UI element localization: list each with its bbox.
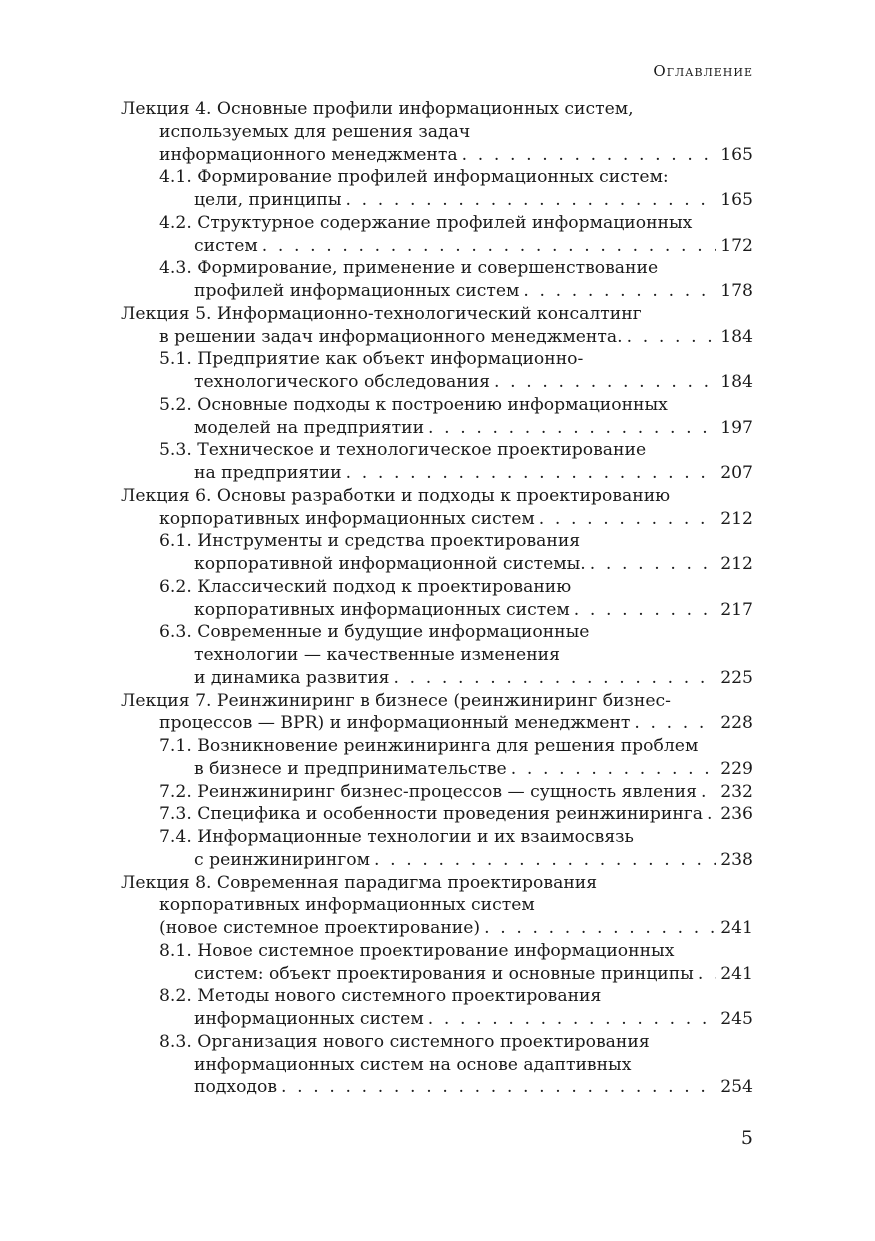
dot-leader bbox=[428, 417, 716, 440]
toc-entry-title: 4.1. Формирование профилей информационных систем: bbox=[159, 167, 669, 188]
toc-page-number: 254 bbox=[720, 1077, 753, 1098]
toc-page-number: 236 bbox=[720, 804, 753, 825]
dot-leader bbox=[511, 758, 716, 781]
toc-page-number: 229 bbox=[720, 758, 753, 779]
toc-chapter-entry[interactable] bbox=[121, 690, 753, 736]
dot-leader bbox=[428, 1008, 716, 1031]
toc-section-entry[interactable] bbox=[121, 735, 753, 781]
toc-section-entry[interactable] bbox=[121, 621, 753, 689]
toc-section-entry[interactable] bbox=[121, 576, 753, 622]
toc-entry-title: 4.2. Структурное содержание профилей информационных bbox=[159, 212, 693, 233]
toc-section-entry[interactable] bbox=[121, 394, 753, 440]
toc-page-number: 245 bbox=[720, 1009, 753, 1029]
toc-entry-title: корпоративной информационной системы. bbox=[194, 554, 586, 574]
toc-entry-title: Лекция 8. Современная парадигма проектирования bbox=[121, 872, 598, 893]
toc-entry-title: подходов bbox=[194, 1077, 278, 1098]
dot-leader bbox=[374, 849, 716, 872]
toc-entry-title: корпоративных информационных систем bbox=[159, 895, 535, 916]
toc-entry-title: процессов — BPR) и информационный менеджмент bbox=[159, 713, 631, 734]
toc-entry-title: технологии — качественные изменения bbox=[194, 645, 560, 665]
toc-entry-title: 6.2. Классический подход к проектированию bbox=[159, 576, 572, 597]
dot-leader bbox=[707, 803, 716, 826]
dot-leader bbox=[539, 508, 716, 531]
toc-chapter-entry[interactable] bbox=[121, 98, 753, 166]
toc-page-number: 228 bbox=[720, 713, 753, 734]
toc-entry-title: 5.3. Техническое и технологическое проектирование bbox=[159, 440, 647, 461]
toc-entry-title: Лекция 6. Основы разработки и подходы к проектированию bbox=[121, 485, 671, 506]
toc-entry-title: технологического обследования bbox=[194, 372, 490, 392]
toc-page-number: 172 bbox=[720, 235, 753, 256]
toc-entry-title: 6.1. Инструменты и средства проектирования bbox=[159, 531, 581, 552]
toc-entry-title: в решении задач информационного менеджмента. bbox=[159, 326, 623, 347]
running-header: Оглавление bbox=[653, 62, 753, 80]
toc-section-entry[interactable] bbox=[121, 1031, 753, 1099]
page-number: 5 bbox=[740, 1127, 753, 1149]
toc-page-number: 197 bbox=[720, 417, 753, 438]
toc-page-number: 165 bbox=[720, 144, 753, 165]
dot-leader bbox=[281, 1076, 716, 1099]
toc-section-entry[interactable] bbox=[121, 985, 753, 1031]
toc-page-number: 241 bbox=[720, 918, 753, 938]
toc-chapter-entry[interactable] bbox=[121, 872, 753, 940]
dot-leader bbox=[627, 326, 717, 349]
toc-entry-title: 7.2. Реинжиниринг бизнес-процессов — сущность явления bbox=[159, 781, 697, 802]
toc-section-entry[interactable] bbox=[121, 439, 753, 485]
toc-section-entry[interactable] bbox=[121, 257, 753, 303]
toc-entry-title: цели, принципы bbox=[194, 190, 342, 210]
dot-leader bbox=[346, 189, 717, 212]
toc-page-number: 217 bbox=[720, 599, 753, 620]
toc-section-entry[interactable] bbox=[121, 781, 753, 804]
toc-page-number: 178 bbox=[720, 281, 753, 301]
toc-page-number: 184 bbox=[720, 326, 753, 347]
toc-entry-title: Лекция 4. Основные профили информационных систем, bbox=[121, 99, 634, 119]
toc-entry-title: (новое системное проектирование) bbox=[159, 918, 481, 938]
dot-leader bbox=[634, 712, 716, 735]
toc-entry-title: на предприятии bbox=[194, 463, 342, 483]
dot-leader bbox=[698, 963, 716, 986]
toc-chapter-entry[interactable] bbox=[121, 485, 753, 531]
toc-entry-title: 8.3. Организация нового системного проектирования bbox=[159, 1031, 650, 1052]
toc-page-number: 241 bbox=[720, 963, 753, 984]
toc-entry-title: 8.1. Новое системное проектирование информационных bbox=[159, 940, 675, 961]
dot-leader bbox=[346, 462, 717, 485]
toc-entry-title: моделей на предприятии bbox=[194, 417, 425, 438]
toc-entry-title: и динамика развития bbox=[194, 667, 390, 688]
toc-entry-title: 7.3. Специфика и особенности проведения реинжиниринга bbox=[159, 804, 704, 825]
dot-leader bbox=[701, 781, 716, 804]
toc-entry-title: систем: объект проектирования и основные принципы bbox=[194, 963, 694, 984]
toc-entry-title: Лекция 5. Информационно-технологический консалтинг bbox=[121, 303, 642, 324]
dot-leader bbox=[462, 144, 717, 167]
toc-entry-title: в бизнесе и предпринимательстве bbox=[194, 758, 507, 779]
toc-page-number: 212 bbox=[720, 554, 753, 574]
table-of-contents bbox=[121, 98, 753, 1099]
toc-entry-title: с реинжинирингом bbox=[194, 849, 370, 870]
toc-section-entry[interactable] bbox=[121, 940, 753, 986]
dot-leader bbox=[262, 235, 716, 258]
toc-section-entry[interactable] bbox=[121, 826, 753, 872]
toc-entry-title: 8.2. Методы нового системного проектирования bbox=[159, 986, 602, 1007]
toc-page-number: 212 bbox=[720, 508, 753, 529]
toc-section-entry[interactable] bbox=[121, 530, 753, 576]
toc-entry-title: 4.3. Формирование, применение и совершенствование bbox=[159, 258, 659, 279]
toc-section-entry[interactable] bbox=[121, 166, 753, 212]
dot-leader bbox=[590, 553, 716, 576]
toc-section-entry[interactable] bbox=[121, 212, 753, 258]
toc-entry-title: корпоративных информационных систем bbox=[194, 599, 570, 620]
toc-entry-title: информационных систем bbox=[194, 1009, 424, 1029]
toc-entry-title: информационных систем на основе адаптивных bbox=[194, 1054, 632, 1075]
toc-entry-title: корпоративных информационных систем bbox=[159, 508, 535, 529]
dot-leader bbox=[484, 917, 716, 940]
dot-leader bbox=[394, 667, 717, 690]
toc-entry-title: 5.2. Основные подходы к построению информационных bbox=[159, 394, 668, 415]
toc-page-number: 225 bbox=[720, 667, 753, 688]
toc-section-entry[interactable] bbox=[121, 348, 753, 394]
toc-entry-title: систем bbox=[194, 235, 258, 256]
toc-entry-title: 7.1. Возникновение реинжиниринга для решения проблем bbox=[159, 736, 699, 756]
toc-entry-title: 5.1. Предприятие как объект информационно- bbox=[159, 349, 584, 370]
dot-leader bbox=[574, 599, 716, 622]
toc-page-number: 207 bbox=[720, 463, 753, 483]
toc-page-number: 165 bbox=[720, 190, 753, 210]
toc-entry-title: профилей информационных систем bbox=[194, 281, 520, 301]
toc-entry-title: 7.4. Информационные технологии и их взаимосвязь bbox=[159, 827, 634, 847]
toc-chapter-entry[interactable] bbox=[121, 303, 753, 349]
toc-page-number: 232 bbox=[720, 781, 753, 802]
toc-entry-title: 6.3. Современные и будущие информационные bbox=[159, 622, 590, 643]
toc-page-number: 238 bbox=[720, 849, 753, 870]
toc-entry-title: Лекция 7. Реинжиниринг в бизнесе (реинжиниринг бизнес- bbox=[121, 690, 671, 711]
toc-section-entry[interactable] bbox=[121, 803, 753, 826]
dot-leader bbox=[523, 280, 716, 303]
toc-page-number: 184 bbox=[720, 372, 753, 392]
dot-leader bbox=[494, 371, 716, 394]
toc-entry-title: информационного менеджмента bbox=[159, 144, 458, 165]
toc-entry-title: используемых для решения задач bbox=[159, 121, 471, 142]
